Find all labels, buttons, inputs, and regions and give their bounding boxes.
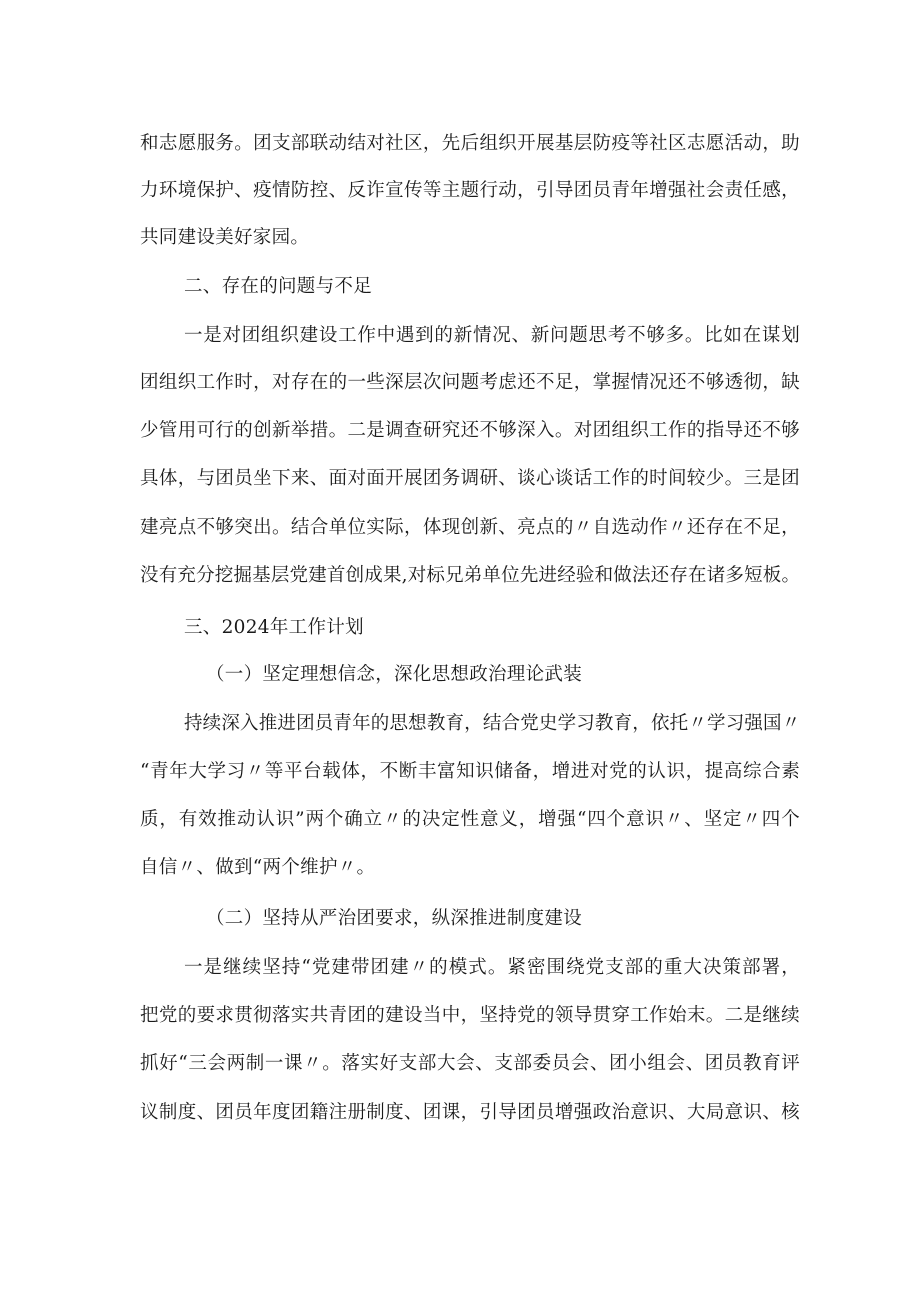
paragraph-line: 少管用可行的创新举措。二是调查研究还不够深入。对团组织工作的指导还不够 (140, 420, 800, 441)
paragraph-line: “青年大学习〃等平台载体，不断丰富知识储备，增进对党的认识，提高综合素 (140, 761, 800, 782)
subsection-heading: （一）坚定理想信念，深化思想政治理论武装 (206, 664, 583, 685)
paragraph-line: 持续深入推进团员青年的思想教育，结合党史学习教育，依托〃学习强国〃 (184, 713, 801, 734)
paragraph-line: 一是对团组织建设工作中遇到的新情况、新问题思考不够多。比如在谋划 (184, 325, 800, 346)
paragraph-line: 自信〃、做到“两个维护〃。 (140, 857, 376, 878)
paragraph-line: 质，有效推动认识”两个确立〃的决定性意义，增强“四个意识〃、坚定〃四个 (140, 809, 800, 830)
paragraph-line: 建亮点不够突出。结合单位实际，体现创新、亮点的〃自选动作〃还存在不足， (140, 517, 800, 538)
paragraph-line: 力环境保护、疫情防控、反诈宣传等主题行动，引导团员青年增强社会责任感， (140, 180, 800, 201)
paragraph-line: 和志愿服务。团支部联动结对社区，先后组织开展基层防疫等社区志愿活动，助 (140, 133, 800, 154)
paragraph-line: 一是继续坚持“党建带团建〃的模式。紧密围绕党支部的重大决策部署， (184, 957, 800, 978)
section-heading: 二、存在的问题与不足 (184, 276, 373, 297)
section-heading: 三、2024年工作计划 (184, 617, 364, 638)
subsection-heading: （二）坚持从严治团要求，纵深推进制度建设 (206, 908, 583, 929)
paragraph-line: 抓好“三会两制一课〃。落实好支部大会、支部委员会、团小组会、团员教育评 (140, 1053, 800, 1074)
paragraph-line: 没有充分挖掘基层党建首创成果,对标兄弟单位先进经验和做法还存在诸多短板。 (140, 565, 801, 586)
paragraph-line: 具体，与团员坐下来、面对面开展团务调研、谈心谈话工作的时间较少。三是团 (140, 468, 800, 489)
paragraph-line: 把党的要求贯彻落实共青团的建设当中，坚持党的领导贯穿工作始末。二是继续 (140, 1005, 800, 1026)
paragraph-line: 议制度、团员年度团籍注册制度、团课，引导团员增强政治意识、大局意识、核 (140, 1102, 800, 1123)
paragraph-line: 团组织工作时，对存在的一些深层次问题考虑还不足，掌握情况还不够透彻，缺 (140, 372, 800, 393)
paragraph-line: 共同建设美好家园。 (140, 227, 310, 248)
